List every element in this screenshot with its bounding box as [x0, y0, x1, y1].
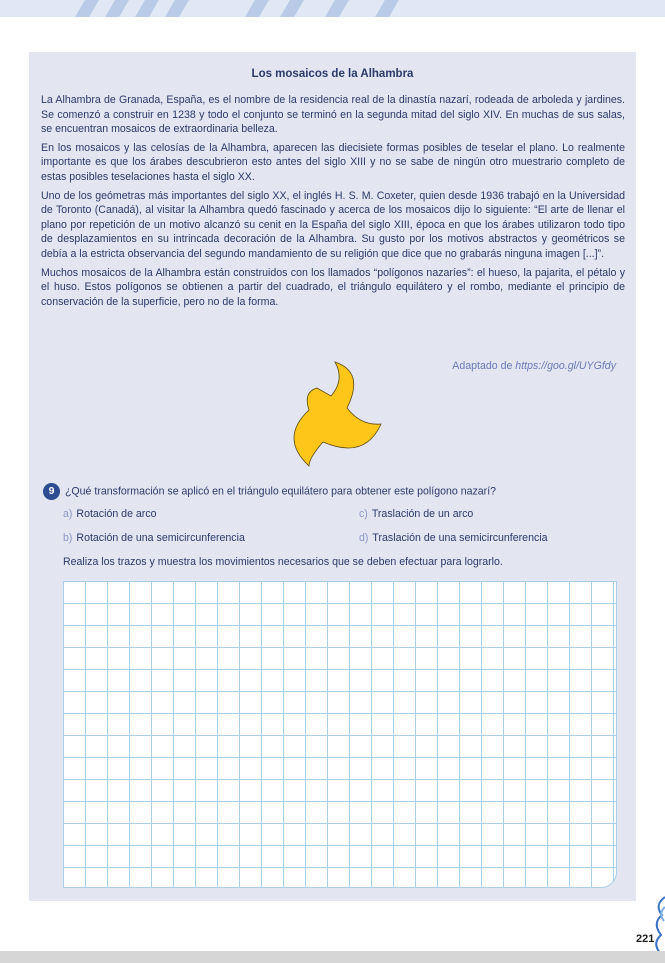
option-text: Rotación de una semicircunferencia — [76, 532, 245, 544]
option-c[interactable] — [359, 508, 473, 520]
answer-grid[interactable] — [63, 581, 617, 888]
question-number-badge: 9 — [43, 483, 60, 500]
option-a[interactable] — [63, 508, 157, 520]
article-paragraph: En los mosaicos y las celosías de la Alhambra, aparecen las diecisiete formas posibles de teselar el plano. Lo realmente importante es que los árabes descubrieron esto antes del siglo XIII y no se sabe de ningún otro muestrario completo de estas posibles teselaciones hasta el siglo XX. — [41, 141, 625, 183]
page-number: 221 — [636, 933, 655, 945]
instruction-text: Realiza los trazos y muestra los movimientos necesarios que se deben efectuar para lograrlo. — [63, 556, 503, 568]
source-credit — [452, 360, 616, 372]
article-paragraph: Muchos mosaicos de la Alhambra están construidos con los llamados “polígonos nazaríes”: el hueso, la pajarita, el pétalo y el huso. Estos polígonos se obtienen a partir del cuadrado, el triángulo equilátero y el rombo, mediante el principio de conservación de la superficie, pero no de la forma. — [41, 266, 625, 308]
source-link[interactable]: https://goo.gl/UYGfdy — [515, 360, 616, 372]
option-letter: a) — [63, 508, 73, 520]
article-paragraph: Uno de los geómetras más importantes del siglo XX, el inglés H. S. M. Coxeter, quien desde 1936 trabajó en la Universidad de Toronto (Canadá), al visitar la Alhambra quedó fascinado y acerca de los mosaicos dijo lo siguiente: “El arte de llenar el plano por repetición de un motivo alcanzó su cenit en la España del siglo XIII, época en que los árabes utilizaron todo tipo de desplazamientos en su intrincada decoración de la Alhambra. Su gusto por los motivos abstractos y geométricos se debía a la estricta observancia del segundo mandamiento de su religión que dice que no grabarás ninguna imagen [...]”. — [41, 189, 625, 260]
corner-wave-decoration — [648, 895, 665, 955]
article-title: Los mosaicos de la Alhambra — [251, 68, 414, 80]
bottom-band — [0, 951, 665, 963]
option-letter: d) — [359, 532, 369, 544]
article-paragraph: La Alhambra de Granada, España, es el nombre de la residencia real de la dinastía nazarí, rodeada de arboleda y jardines. Se comenzó a construir en 1238 y todo el conjunto se terminó en la segunda mitad del siglo XIV. En muchas de sus salas, se encuentran mosaicos de extraordinaria belleza. — [41, 94, 625, 136]
question-row — [43, 483, 623, 500]
option-b[interactable] — [63, 532, 245, 544]
article-body — [41, 93, 625, 313]
nazari-polygon-icon — [273, 358, 389, 474]
nazari-polygon-shape — [294, 362, 381, 466]
option-letter: b) — [63, 532, 73, 544]
option-d[interactable] — [359, 532, 548, 544]
question-text: ¿Qué transformación se aplicó en el triángulo equilátero para obtener este polígono nazarí? — [64, 485, 497, 498]
source-prefix: Adaptado de — [452, 360, 516, 372]
option-text: Traslación de un arco — [371, 508, 474, 520]
top-decorative-band — [0, 0, 665, 17]
option-letter: c) — [359, 508, 368, 520]
option-text: Traslación de una semicircunferencia — [372, 532, 548, 544]
reading-panel — [29, 52, 636, 901]
option-text: Rotación de arco — [76, 508, 157, 520]
